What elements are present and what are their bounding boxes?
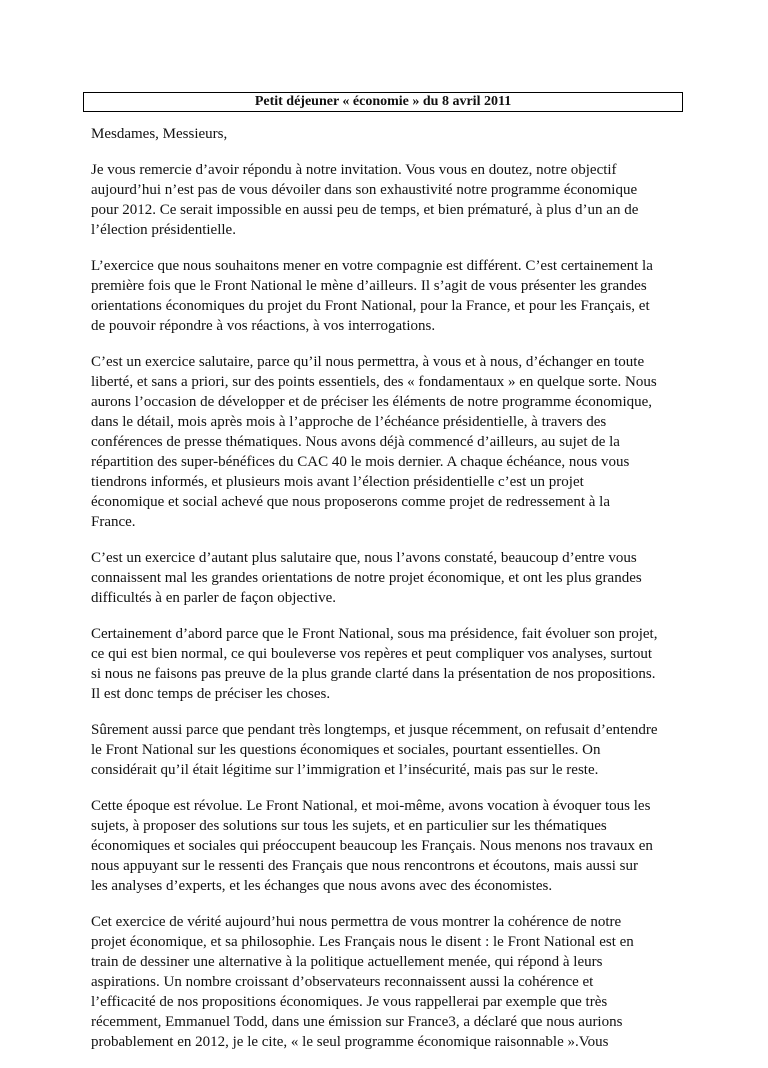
text-line: probablement en 2012, je le cite, « le seul programme économique raisonnable ».Vous — [91, 1034, 609, 1050]
text-line: Cet exercice de vérité aujourd’hui nous permettra de vous montrer la cohérence de notre — [91, 914, 622, 930]
text-line: les analyses d’experts, et les échanges que nous avons avec des économistes. — [91, 878, 553, 894]
text-line: C’est un exercice d’autant plus salutaire que, nous l’avons constaté, beaucoup d’entre vous — [91, 550, 637, 566]
text-line: aurons l’occasion de développer et de préciser les éléments de notre programme économique, — [91, 394, 653, 410]
text-line: Cette époque est révolue. Le Front National, et moi-même, avons vocation à évoquer tous les — [91, 798, 651, 814]
text-line: de pouvoir répondre à vos réactions, à vos interrogations. — [91, 318, 436, 334]
text-line: conférences de presse thématiques. Nous avons déjà commencé d’ailleurs, au sujet de la — [91, 434, 620, 450]
text-line: liberté, et sans a priori, sur des points essentiels, des « fondamentaux » en quelque sorte. Nous — [91, 374, 657, 390]
text-line: projet économique, et sa philosophie. Les Français nous le disent : le Front National est en — [91, 934, 634, 950]
text-line: Je vous remercie d’avoir répondu à notre invitation. Vous vous en doutez, notre objectif — [91, 162, 617, 178]
text-line: économiques et sociales qui préoccupent beaucoup les Français. Nous menons nos travaux en — [91, 838, 653, 854]
text-line: C’est un exercice salutaire, parce qu’il nous permettra, à vous et à nous, d’échanger en toute — [91, 354, 645, 370]
text-line: pour 2012. Ce serait impossible en aussi peu de temps, et bien prématuré, à plus d’un an de — [91, 202, 639, 218]
text-line: le Front National sur les questions économiques et sociales, pourtant essentielles. On — [91, 742, 601, 758]
paragraph — [91, 720, 691, 780]
text-line: France. — [91, 514, 136, 530]
text-line: dans le détail, mois après mois à l’approche de l’échéance présidentielle, à travers des — [91, 414, 607, 430]
text-line: aujourd’hui n’est pas de vous dévoiler dans son exhaustivité notre programme économique — [91, 182, 638, 198]
text-line: Il est donc temps de préciser les choses. — [91, 686, 331, 702]
text-line: sujets, à proposer des solutions sur tous les sujets, et en particulier sur les thématiques — [91, 818, 607, 834]
text-line: considérait qu’il était légitime sur l’immigration et l’insécurité, mais pas sur le reste. — [91, 762, 599, 778]
paragraph — [91, 796, 691, 896]
text-line: tiendrons informés, et plusieurs mois avant l’élection présidentielle c’est un projet — [91, 474, 584, 490]
text-line: Certainement d’abord parce que le Front National, sous ma présidence, fait évoluer son projet, — [91, 626, 658, 642]
text-line: économique et social achevé que nous proposerons comme projet de redressement à la — [91, 494, 610, 510]
text-line: difficultés à en parler de façon objective. — [91, 590, 337, 606]
text-line: ce qui est bien normal, ce qui bouleverse vos repères et peut compliquer vos analyses, surtout — [91, 646, 653, 662]
paragraph — [91, 352, 691, 532]
text-line: L’exercice que nous souhaitons mener en votre compagnie est différent. C’est certainement la — [91, 258, 653, 274]
text-line: récemment, Emmanuel Todd, dans une émission sur France3, a déclaré que nous aurions — [91, 1014, 623, 1030]
text-line: l’efficacité de nos propositions économiques. Je vous rappellerai par exemple que très — [91, 994, 608, 1010]
paragraph — [91, 124, 691, 144]
document-title: Petit déjeuner « économie » du 8 avril 2011 — [83, 92, 683, 112]
text-line: première fois que le Front National le mène d’ailleurs. Il s’agit de vous présenter les grandes — [91, 278, 647, 294]
paragraph — [91, 912, 691, 1052]
text-line: orientations économiques du projet du Front National, pour la France, et pour les Français, et — [91, 298, 650, 314]
paragraph — [91, 160, 691, 240]
text-line: nous appuyant sur le ressenti des Français que nous rencontrons et écoutons, mais aussi sur — [91, 858, 638, 874]
text-line: répartition des super-bénéfices du CAC 40 le mois dernier. A chaque échéance, nous vous — [91, 454, 630, 470]
text-line: connaissent mal les grandes orientations de notre projet économique, et ont les plus grandes — [91, 570, 642, 586]
text-line: si nous ne faisons pas preuve de la plus grande clarté dans la présentation de nos propositions. — [91, 666, 656, 682]
paragraph — [91, 624, 691, 704]
document-body — [91, 124, 691, 1068]
text-line: train de dessiner une alternative à la politique actuellement menée, qui répond à leurs — [91, 954, 603, 970]
text-line: l’élection présidentielle. — [91, 222, 236, 238]
paragraph — [91, 548, 691, 608]
text-line: Mesdames, Messieurs, — [91, 126, 228, 142]
paragraph — [91, 256, 691, 336]
text-line: Sûrement aussi parce que pendant très longtemps, et jusque récemment, on refusait d’entendre — [91, 722, 658, 738]
text-line: aspirations. Un nombre croissant d’observateurs reconnaissent aussi la cohérence et — [91, 974, 594, 990]
